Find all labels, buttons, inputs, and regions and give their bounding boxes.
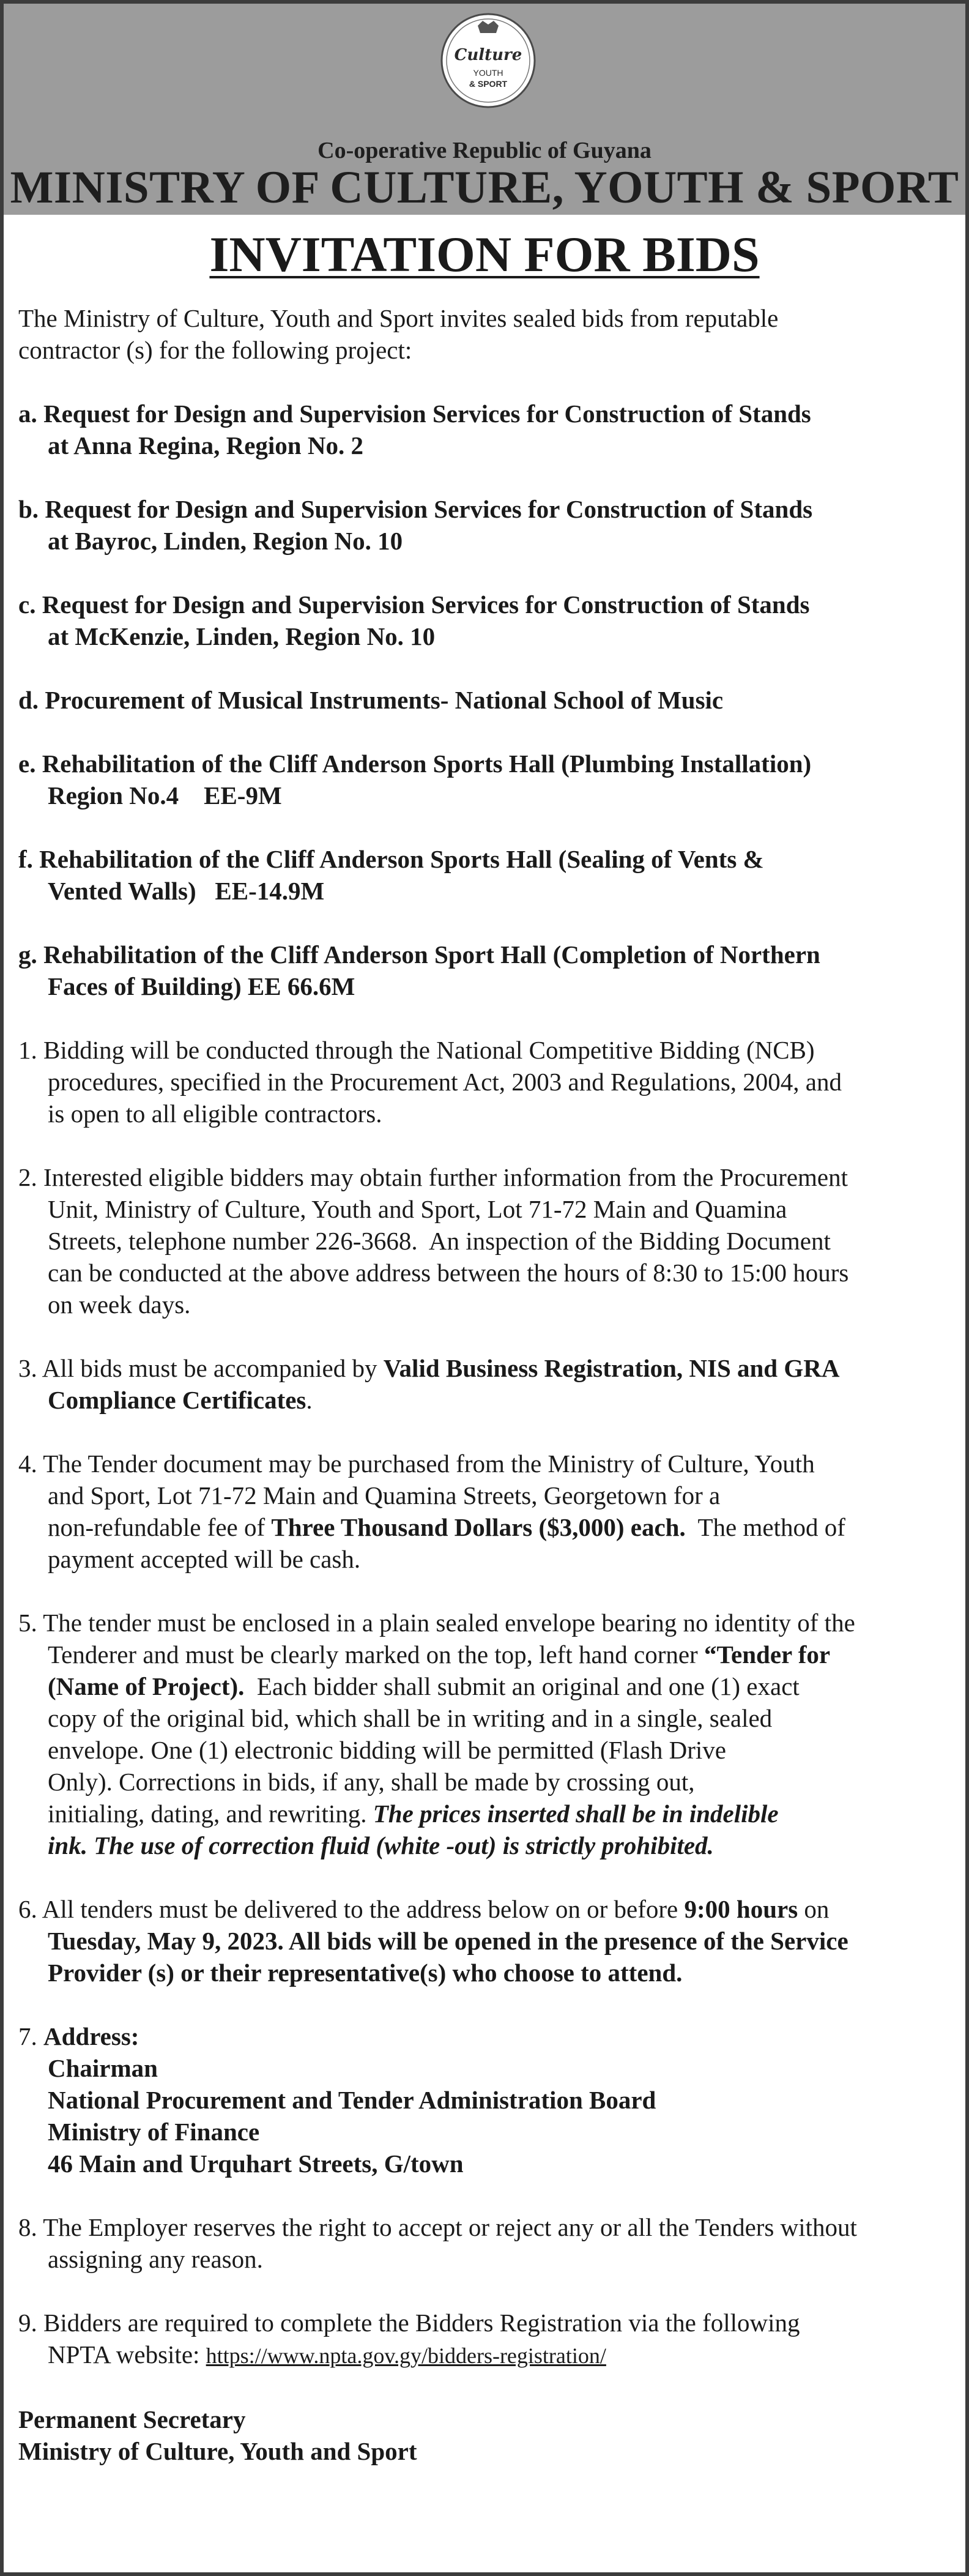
clause-line: Unit, Ministry of Culture, Youth and Sport, Lot 71-72 Main and Quamina: [48, 1195, 787, 1223]
clause-line: on week days.: [48, 1290, 191, 1319]
clause-bold: Valid Business Registration, NIS and GRA: [383, 1354, 840, 1382]
address-line: Chairman: [48, 2054, 158, 2082]
project-item-g: [18, 939, 951, 1002]
clause-number: 4.: [18, 1450, 37, 1478]
clause-6: [18, 1893, 951, 1989]
clause-line: Streets, telephone number 226-3668. An inspection of the Bidding Document: [48, 1227, 831, 1255]
ministry-name: MINISTRY OF CULTURE, YOUTH & SPORT: [10, 162, 959, 213]
project-label: b.: [18, 495, 39, 523]
project-line: Procurement of Musical Instruments- National School of Music: [45, 686, 724, 714]
clause-line: Bidders are required to complete the Bidders Registration via the following: [43, 2309, 800, 2337]
project-line: at Anna Regina, Region No. 2: [48, 431, 363, 460]
clause-number: 6.: [18, 1895, 37, 1923]
clause-5: [18, 1607, 951, 1861]
project-line: at McKenzie, Linden, Region No. 10: [48, 622, 436, 650]
clause-bold: (Name of Project).: [48, 1672, 245, 1700]
clause-1: [18, 1034, 951, 1130]
clause-text: The method of: [685, 1513, 845, 1541]
project-line: Request for Design and Supervision Services for Construction of Stands: [42, 590, 810, 619]
project-item-d: [18, 684, 951, 716]
project-line: Vented Walls) EE-14.9M: [48, 877, 325, 905]
clause-text: All tenders must be delivered to the address below on or before: [42, 1895, 685, 1923]
clause-text: Tenderer and must be clearly marked on the top, left hand corner: [48, 1640, 704, 1669]
project-line: Request for Design and Supervision Services for Construction of Stands: [43, 400, 811, 428]
intro-line: contractor (s) for the following project:: [18, 336, 412, 364]
clause-bold: “Tender for: [704, 1640, 831, 1669]
project-label: e.: [18, 750, 36, 778]
project-item-e: [18, 748, 951, 811]
address-heading: Address:: [43, 2022, 139, 2050]
clause-line: envelope. One (1) electronic bidding will be permitted (Flash Drive: [48, 1736, 726, 1764]
country-name: Co-operative Republic of Guyana: [317, 138, 652, 163]
clause-text: All bids must be accompanied by: [42, 1354, 384, 1382]
project-item-a: [18, 398, 951, 461]
clause-line: assigning any reason.: [48, 2245, 263, 2273]
clause-bold-italic: The prices inserted shall be in indelible: [373, 1800, 779, 1828]
clause-text: non-refundable fee of: [48, 1513, 272, 1541]
clause-text: on: [798, 1895, 830, 1923]
project-line: Rehabilitation of the Cliff Anderson Sport Hall (Completion of Northern: [43, 940, 820, 969]
clause-text: Each bidder shall submit an original and one (1) exact: [244, 1672, 800, 1700]
project-label: f.: [18, 845, 33, 873]
clause-bold: Compliance Certificates: [48, 1386, 306, 1414]
clause-number: 7.: [18, 2022, 37, 2050]
clause-text: NPTA website:: [48, 2340, 206, 2369]
page-title: INVITATION FOR BIDS: [209, 226, 760, 282]
clause-9: [18, 2307, 951, 2372]
project-line: Request for Design and Supervision Services for Construction of Stands: [45, 495, 813, 523]
project-label: g.: [18, 940, 37, 969]
clause-2: [18, 1161, 951, 1320]
clause-number: 8.: [18, 2213, 37, 2241]
project-line: at Bayroc, Linden, Region No. 10: [48, 527, 403, 555]
project-item-b: [18, 493, 951, 557]
clause-bold: Provider (s) or their representative(s) who choose to attend.: [48, 1959, 683, 1987]
clause-number: 5.: [18, 1609, 37, 1637]
intro-line: The Ministry of Culture, Youth and Sport invites sealed bids from reputable: [18, 304, 779, 332]
svg-text:Culture: Culture: [454, 46, 522, 64]
project-line: Rehabilitation of the Cliff Anderson Sports Hall (Sealing of Vents &: [39, 845, 764, 873]
svg-text:& SPORT: & SPORT: [469, 79, 508, 89]
signature-organization: Ministry of Culture, Youth and Sport: [18, 2437, 417, 2465]
clause-number: 2.: [18, 1163, 37, 1191]
clause-7: [18, 2020, 951, 2180]
clause-line: can be conducted at the above address between the hours of 8:30 to 15:00 hours: [48, 1259, 849, 1287]
registration-link[interactable]: https://www.npta.gov.gy/bidders-registration/: [206, 2343, 606, 2368]
clause-line: copy of the original bid, which shall be in writing and in a single, sealed: [48, 1704, 773, 1732]
project-label: c.: [18, 590, 36, 619]
project-line: Region No.4 EE-9M: [48, 781, 282, 810]
clause-line: Bidding will be conducted through the National Competitive Bidding (NCB): [43, 1036, 815, 1064]
clause-line: Interested eligible bidders may obtain further information from the Procurement: [43, 1163, 848, 1191]
clause-line: payment accepted will be cash.: [48, 1545, 361, 1573]
signature-title: Permanent Secretary: [18, 2405, 246, 2433]
clause-4: [18, 1448, 951, 1575]
clause-number: 3.: [18, 1354, 37, 1382]
clause-line: The Employer reserves the right to accept or reject any or all the Tenders without: [43, 2213, 857, 2241]
svg-text:YOUTH: YOUTH: [473, 68, 503, 78]
clause-3: [18, 1352, 951, 1416]
project-line: Rehabilitation of the Cliff Anderson Sports Hall (Plumbing Installation): [42, 750, 812, 778]
ministry-logo-icon: [440, 12, 536, 109]
clause-text: initialing, dating, and rewriting.: [48, 1800, 373, 1828]
header-banner: [4, 4, 965, 215]
notice-body: [18, 302, 951, 2467]
clause-bold-italic: ink. The use of correction fluid (white -out) is strictly prohibited.: [48, 1831, 714, 1859]
clause-line: and Sport, Lot 71-72 Main and Quamina Streets, Georgetown for a: [48, 1481, 721, 1509]
project-line: Faces of Building) EE 66.6M: [48, 972, 355, 1000]
deadline-time: 9:00 hours: [684, 1895, 798, 1923]
clause-number: 9.: [18, 2309, 37, 2337]
clause-line: is open to all eligible contractors.: [48, 1100, 382, 1128]
clause-bold: Tuesday, May 9, 2023. All bids will be opened in the presence of the Service: [48, 1927, 848, 1955]
address-line: National Procurement and Tender Administration Board: [48, 2086, 656, 2114]
clause-line: Only). Corrections in bids, if any, shall be made by crossing out,: [48, 1768, 695, 1796]
clause-text: .: [306, 1386, 313, 1414]
fee-amount: Three Thousand Dollars ($3,000) each.: [271, 1513, 686, 1541]
project-item-c: [18, 589, 951, 652]
clause-line: The Tender document may be purchased from the Ministry of Culture, Youth: [43, 1450, 815, 1478]
clause-line: procedures, specified in the Procurement Act, 2003 and Regulations, 2004, and: [48, 1068, 842, 1096]
project-item-f: [18, 843, 951, 907]
address-line: Ministry of Finance: [48, 2118, 260, 2146]
clause-line: The tender must be enclosed in a plain sealed envelope bearing no identity of the: [43, 1609, 855, 1637]
address-line: 46 Main and Urquhart Streets, G/town: [48, 2150, 464, 2178]
clause-8: [18, 2211, 951, 2275]
project-label: d.: [18, 686, 39, 714]
clause-number: 1.: [18, 1036, 37, 1064]
project-label: a.: [18, 400, 37, 428]
intro-paragraph: [18, 302, 951, 366]
